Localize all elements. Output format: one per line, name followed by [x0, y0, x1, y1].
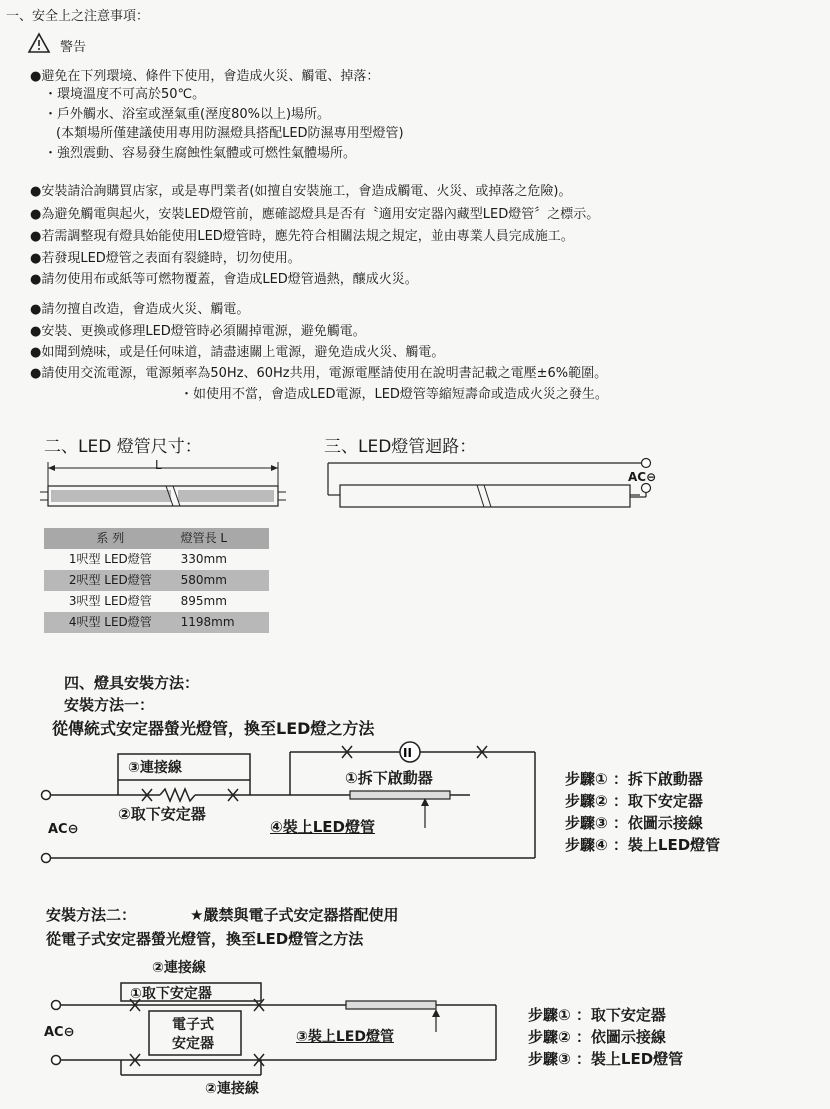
bullet-10: ●請使用交流電源，電源頻率為50Hz、60Hz共用，電源電壓請使用在說明書記載之電壓±6%範圍。 [30, 366, 608, 381]
m1-install-label: ④裝上LED燈管 [270, 818, 375, 836]
bullet-9: ●如聞到燒味，或是任何味道，請盡速關上電源，避免造成火災、觸電。 [30, 345, 445, 360]
m1-step: 步驟④ ：裝上LED燈管 [565, 836, 721, 854]
section3-title: 三、LED燈管迴路： [324, 437, 477, 457]
table-header: 系 列 [96, 531, 125, 545]
section1-title: 一、安全上之注意事項： [6, 9, 150, 24]
bullet-6: ●請勿使用布或紙等可燃物覆蓋，會造成LED燈管過熱，釀成火災。 [30, 272, 418, 287]
m2-connect-top-label: ②連接線 [152, 960, 206, 976]
table-cell: 895mm [180, 594, 227, 608]
m1-step: 步驟① ：拆下啟動器 [565, 770, 703, 788]
bullet-1-sub-1: ・環境溫度不可高於50℃。 [44, 87, 206, 102]
m1-remove-starter-label: ①拆下啟動器 [345, 769, 433, 787]
m2-connect-bottom-label: ②連接線 [205, 1081, 259, 1097]
bullet-5: ●若發現LED燈管之表面有裂縫時，切勿使用。 [30, 251, 301, 266]
m2-step: 步驟① ：取下安定器 [528, 1006, 666, 1024]
warning-label: 警告 [60, 40, 87, 55]
m2-ballast-box-line2: 安定器 [172, 1036, 214, 1052]
led-circuit-diagram [322, 455, 662, 525]
svg-text:II: II [403, 746, 412, 760]
section4-title: 四、燈具安裝方法： [64, 674, 200, 692]
table-row [44, 549, 269, 570]
m1-step: 步驟② ：取下安定器 [565, 792, 703, 810]
ac-label: AC⊖ [628, 470, 657, 484]
bullet-4: ●若需調整現有燈具始能使用LED燈管時，應先符合相關法規之規定，並由專業人員完成施工。 [30, 229, 574, 244]
table-row [44, 612, 269, 633]
method1-steps [565, 768, 720, 856]
warning-triangle-icon [28, 33, 50, 53]
m1-step: 步驟③ ：依圖示接線 [565, 814, 703, 832]
table-cell: 3呎型 LED燈管 [68, 594, 152, 608]
bullet-1-sub-3: ・強烈震動、容易發生腐蝕性氣體或可燃性氣體場所。 [44, 146, 357, 161]
m2-ballast-box-line1: 電子式 [172, 1017, 214, 1033]
bullet-8: ●安裝、更換或修理LED燈管時必須關掉電源，避免觸電。 [30, 324, 366, 339]
method2-steps [528, 1004, 683, 1070]
bullet-2: ●安裝請洽詢購買店家，或是專門業者(如擅自安裝施工，會造成觸電、火災、或掉落之危險)。 [30, 184, 572, 199]
table-cell: 1呎型 LED燈管 [68, 552, 152, 566]
bullet-1: ●避免在下列環境、條件下使用，會造成火災、觸電、掉落： [30, 69, 380, 84]
table-cell: 4呎型 LED燈管 [68, 615, 152, 629]
bullet-3: ●為避免觸電與起火，安裝LED燈管前，應確認燈具是否有〝適用安定器內藏型LED燈管〞之標示。 [30, 207, 600, 222]
m2-step: 步驟② ：依圖示接線 [528, 1028, 666, 1046]
method2-subtitle: 從電子式安定器螢光燈管，換至LED燈管之方法 [46, 930, 364, 948]
dimension-label-l: L [155, 458, 162, 472]
m2-install-label: ③裝上LED燈管 [296, 1029, 394, 1045]
tube-size-table [44, 528, 269, 633]
bullet-1-sub-2: ・戶外觸水、浴室或溼氣重(溼度80%以上)場所。 [44, 107, 331, 122]
table-cell: 580mm [180, 573, 227, 587]
table-row [44, 570, 269, 591]
method1-title: 安裝方法一： [64, 696, 155, 714]
m1-remove-ballast-label: ②取下安定器 [118, 805, 206, 823]
method2-title: 安裝方法二： [46, 906, 137, 924]
bullet-1-sub-2-note: (本類場所僅建議使用專用防濕燈具搭配LED防濕專用型燈管) [56, 126, 404, 141]
m2-step: 步驟③ ：裝上LED燈管 [528, 1050, 684, 1068]
m2-ac-label: AC⊖ [44, 1025, 75, 1040]
m1-ac-label: AC⊖ [48, 822, 79, 837]
table-row [44, 591, 269, 612]
m2-remove-ballast-label: ①取下安定器 [130, 986, 212, 1002]
method1-wiring-diagram [30, 740, 550, 870]
bullet-10-sub: ・如使用不當，會造成LED電源，LED燈管等縮短壽命或造成火災之發生。 [180, 387, 608, 402]
table-cell: 330mm [180, 552, 227, 566]
method2-wiring-diagram [46, 975, 526, 1085]
m1-connect-label: ③連接線 [128, 760, 182, 776]
table-header-row [44, 528, 269, 549]
bullet-7: ●請勿擅自改造，會造成火災、觸電。 [30, 302, 250, 317]
table-cell: 2呎型 LED燈管 [68, 573, 152, 587]
section2-title: 二、LED 燈管尺寸： [44, 437, 202, 457]
table-cell: 1198mm [180, 615, 235, 629]
table-header: 燈管長 L [180, 531, 228, 545]
method1-subtitle: 從傳統式安定器螢光燈管，換至LED燈之方法 [52, 719, 375, 738]
method2-warning: ★嚴禁與電子式安定器搭配使用 [190, 906, 399, 924]
